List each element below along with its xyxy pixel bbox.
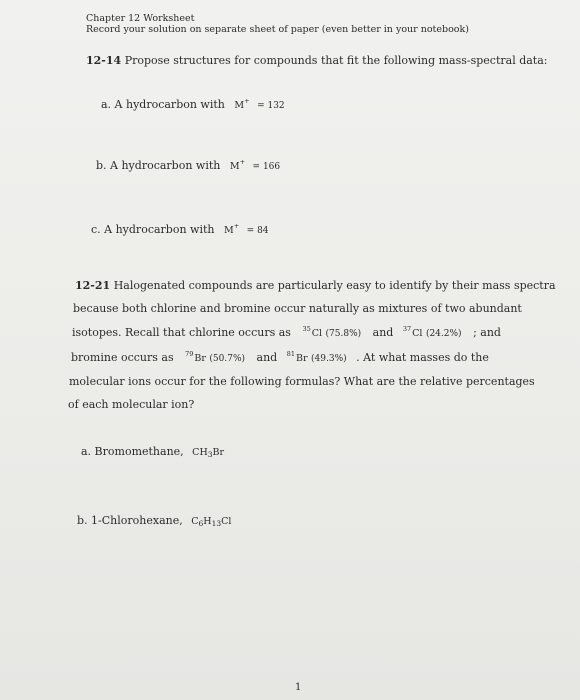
element-symbol: Cl [412,328,423,339]
element-symbol: Br [194,353,206,364]
page-number: 1 [295,682,302,693]
problem-12-21-line-2: because both chlorine and bromine occur naturally as mixtures of two abundant [73,302,522,315]
item-label: c. A hydrocarbon with [91,223,215,236]
problem-text: Propose structures for compounds that fit the following mass-spectral data: [124,54,548,67]
problem-12-14-item-c: c. A hydrocarbon with M+ = 84 [91,222,269,236]
problem-text: . At what masses do the [356,351,489,364]
problem-12-21-line-6: of each molecular ion? [68,398,195,411]
isotope-mass: 37 [402,325,412,333]
chemical-formula [192,447,224,458]
problem-number: 12-21 [75,279,111,292]
conjunction: and [256,351,278,364]
formula-part: H [203,516,212,527]
formula-part: Br [212,447,225,458]
isotope-mass: 81 [286,350,295,358]
conjunction: and [372,326,394,339]
item-label: b. A hydrocarbon with [96,159,221,172]
problem-12-21-line-3 [72,325,501,339]
problem-12-14-item-a: a. A hydrocarbon with M+ = 132 [101,97,285,111]
molecular-ion-symbol: M [223,225,234,236]
charge-sign: + [239,158,246,166]
isotope-br79 [185,351,245,364]
charge-sign: + [233,222,240,230]
formula-part: C [191,516,199,527]
isotope-percent: (49.3%) [311,354,347,364]
problem-12-21-item-a [81,445,224,459]
problem-12-14-item-b: b. A hydrocarbon with M+ = 166 [96,158,281,172]
problem-12-21-item-b [77,514,231,528]
molecular-ion-symbol: M [234,100,245,111]
element-symbol: Br [296,353,308,364]
formula-part: CH [192,447,208,458]
isotope-mass: 79 [185,350,194,358]
formula-subscript: 13 [211,519,222,528]
worksheet-title: Chapter 12 Worksheet [86,13,195,24]
molecular-ion-symbol: M [229,161,240,172]
problem-12-21-line-1 [75,279,556,292]
formula-subscript: 6 [198,519,204,528]
mass-value: 166 [262,162,281,172]
problem-text: isotopes. Recall that chlorine occurs as [72,326,291,339]
problem-text: ; and [473,326,501,339]
problem-12-14-prompt [86,54,548,67]
problem-12-21-line-4 [71,350,489,364]
formula-part: Cl [221,516,232,527]
isotope-mass: 35 [302,325,311,333]
mass-value: 132 [267,101,285,111]
isotope-br81 [287,351,347,364]
problem-number: 12-14 [86,54,122,67]
isotope-percent: (50.7%) [209,354,246,364]
charge-sign: + [244,97,250,105]
problem-text: bromine occurs as [71,351,174,364]
isotope-percent: (24.2%) [425,329,462,339]
problem-text: Halogenated compounds are particularly easy to identify by their mass spectra [113,279,556,292]
item-label: b. 1-Chlorohexane, [77,514,183,527]
isotope-percent: (75.8%) [325,329,362,339]
item-label: a. A hydrocarbon with [101,98,225,111]
isotope-cl37 [403,326,462,339]
isotope-cl35 [302,326,361,339]
mass-value: 84 [257,226,269,236]
chemical-formula [191,516,231,527]
element-symbol: Cl [311,328,323,339]
problem-12-21-line-5: molecular ions occur for the following formulas? What are the relative percentages [69,375,535,388]
formula-subscript: 3 [207,450,213,459]
worksheet-instruction: Record your solution on separate sheet of paper (even better in your notebook) [86,24,469,35]
item-label: a. Bromomethane, [81,445,184,458]
